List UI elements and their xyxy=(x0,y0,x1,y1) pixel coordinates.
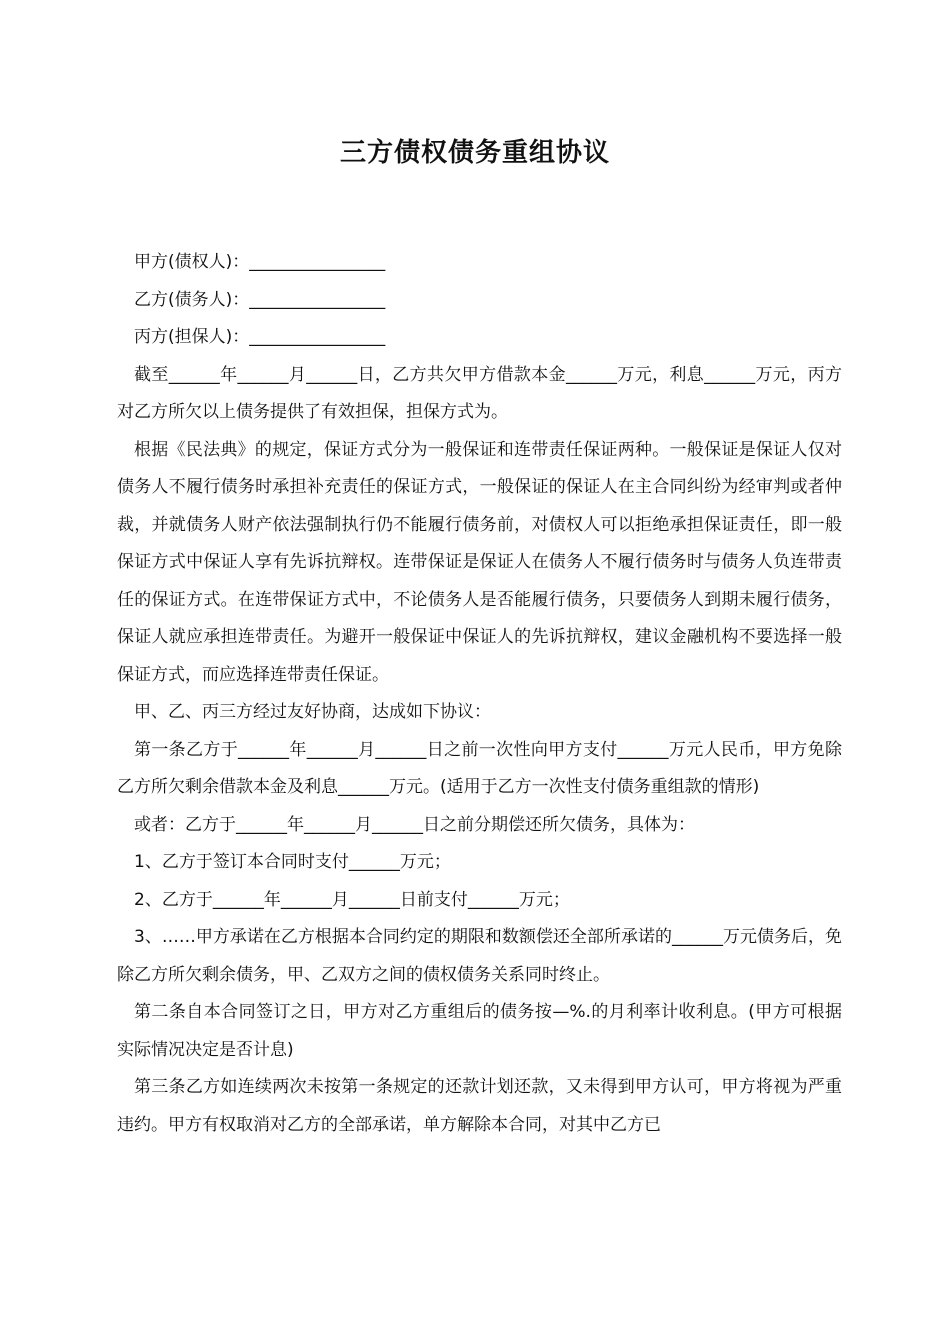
party-c-line: 丙方(担保人)：________________ xyxy=(134,327,386,347)
document-title: 三方债权债务重组协议 xyxy=(339,138,610,168)
paragraph-agreement-intro: 甲、乙、丙三方经过友好协商，达成如下协议： xyxy=(134,702,491,722)
paragraph-article-1: 第一条乙方于______年______月______日之前一次性向甲方支付______万元人民币，甲方免除乙方所欠剩余借款本金及利息______万元。(适用于乙方一次性支付债务重组款的情形) xyxy=(117,739,842,797)
party-b-line: 乙方(债务人)：________________ xyxy=(134,289,386,310)
paragraph-debt-summary: 截至______年______月______日，乙方共欠甲方借款本金______万元，利息______万元，丙方对乙方所欠以上债务提供了有效担保，担保方式为。 xyxy=(117,364,842,422)
party-a-line: 甲方(债权人)：________________ xyxy=(134,252,386,272)
paragraph-guarantee-law: 根据《民法典》的规定，保证方式分为一般保证和连带责任保证两种。一般保证是保证人仅对债务人不履行债务时承担补充责任的保证方式，一般保证的保证人在主合同纠纷为经审判或者仲裁，并就债务人财产依法强制执行仍不能履行债务前，对债权人可以拒绝承担保证责任，即一般保证方式中保证人享有先诉抗辩权。连带保证是保证人在债务人不履行债务时与债务人负连带责任的保证方式。在连带保证方式中，不论债务人是否能履行债务，只要债务人到期未履行债务，保证人就应承担连带责任。为避开一般保证中保证人的先诉抗辩权，建议金融机构不要选择一般保证方式，而应选择连带责任保证。 xyxy=(117,439,842,685)
paragraph-installment-option: 或者：乙方于______年______月______日之前分期偿还所欠债务，具体为： xyxy=(134,814,695,835)
paragraph-article-3: 第三条乙方如连续两次未按第一条规定的还款计划还款，又未得到甲方认可，甲方将视为严重违约。甲方有权取消对乙方的全部承诺，单方解除本合同，对其中乙方已 xyxy=(117,1077,842,1135)
paragraph-installment-1: 1、乙方于签订本合同时支付______万元； xyxy=(134,852,451,872)
paragraph-installment-3: 3、……甲方承诺在乙方根据本合同约定的期限和数额偿还全部所承诺的______万元债务后，免除乙方所欠剩余债务，甲、乙双方之间的债权债务关系同时终止。 xyxy=(117,927,842,985)
document-body xyxy=(117,244,842,1144)
paragraph-installment-2: 2、乙方于______年______月______日前支付______万元； xyxy=(134,889,570,910)
paragraph-article-2: 第二条自本合同签订之日，甲方对乙方重组后的债务按—%.的月利率计收利息。(甲方可根据实际情况决定是否计息) xyxy=(117,1002,842,1060)
